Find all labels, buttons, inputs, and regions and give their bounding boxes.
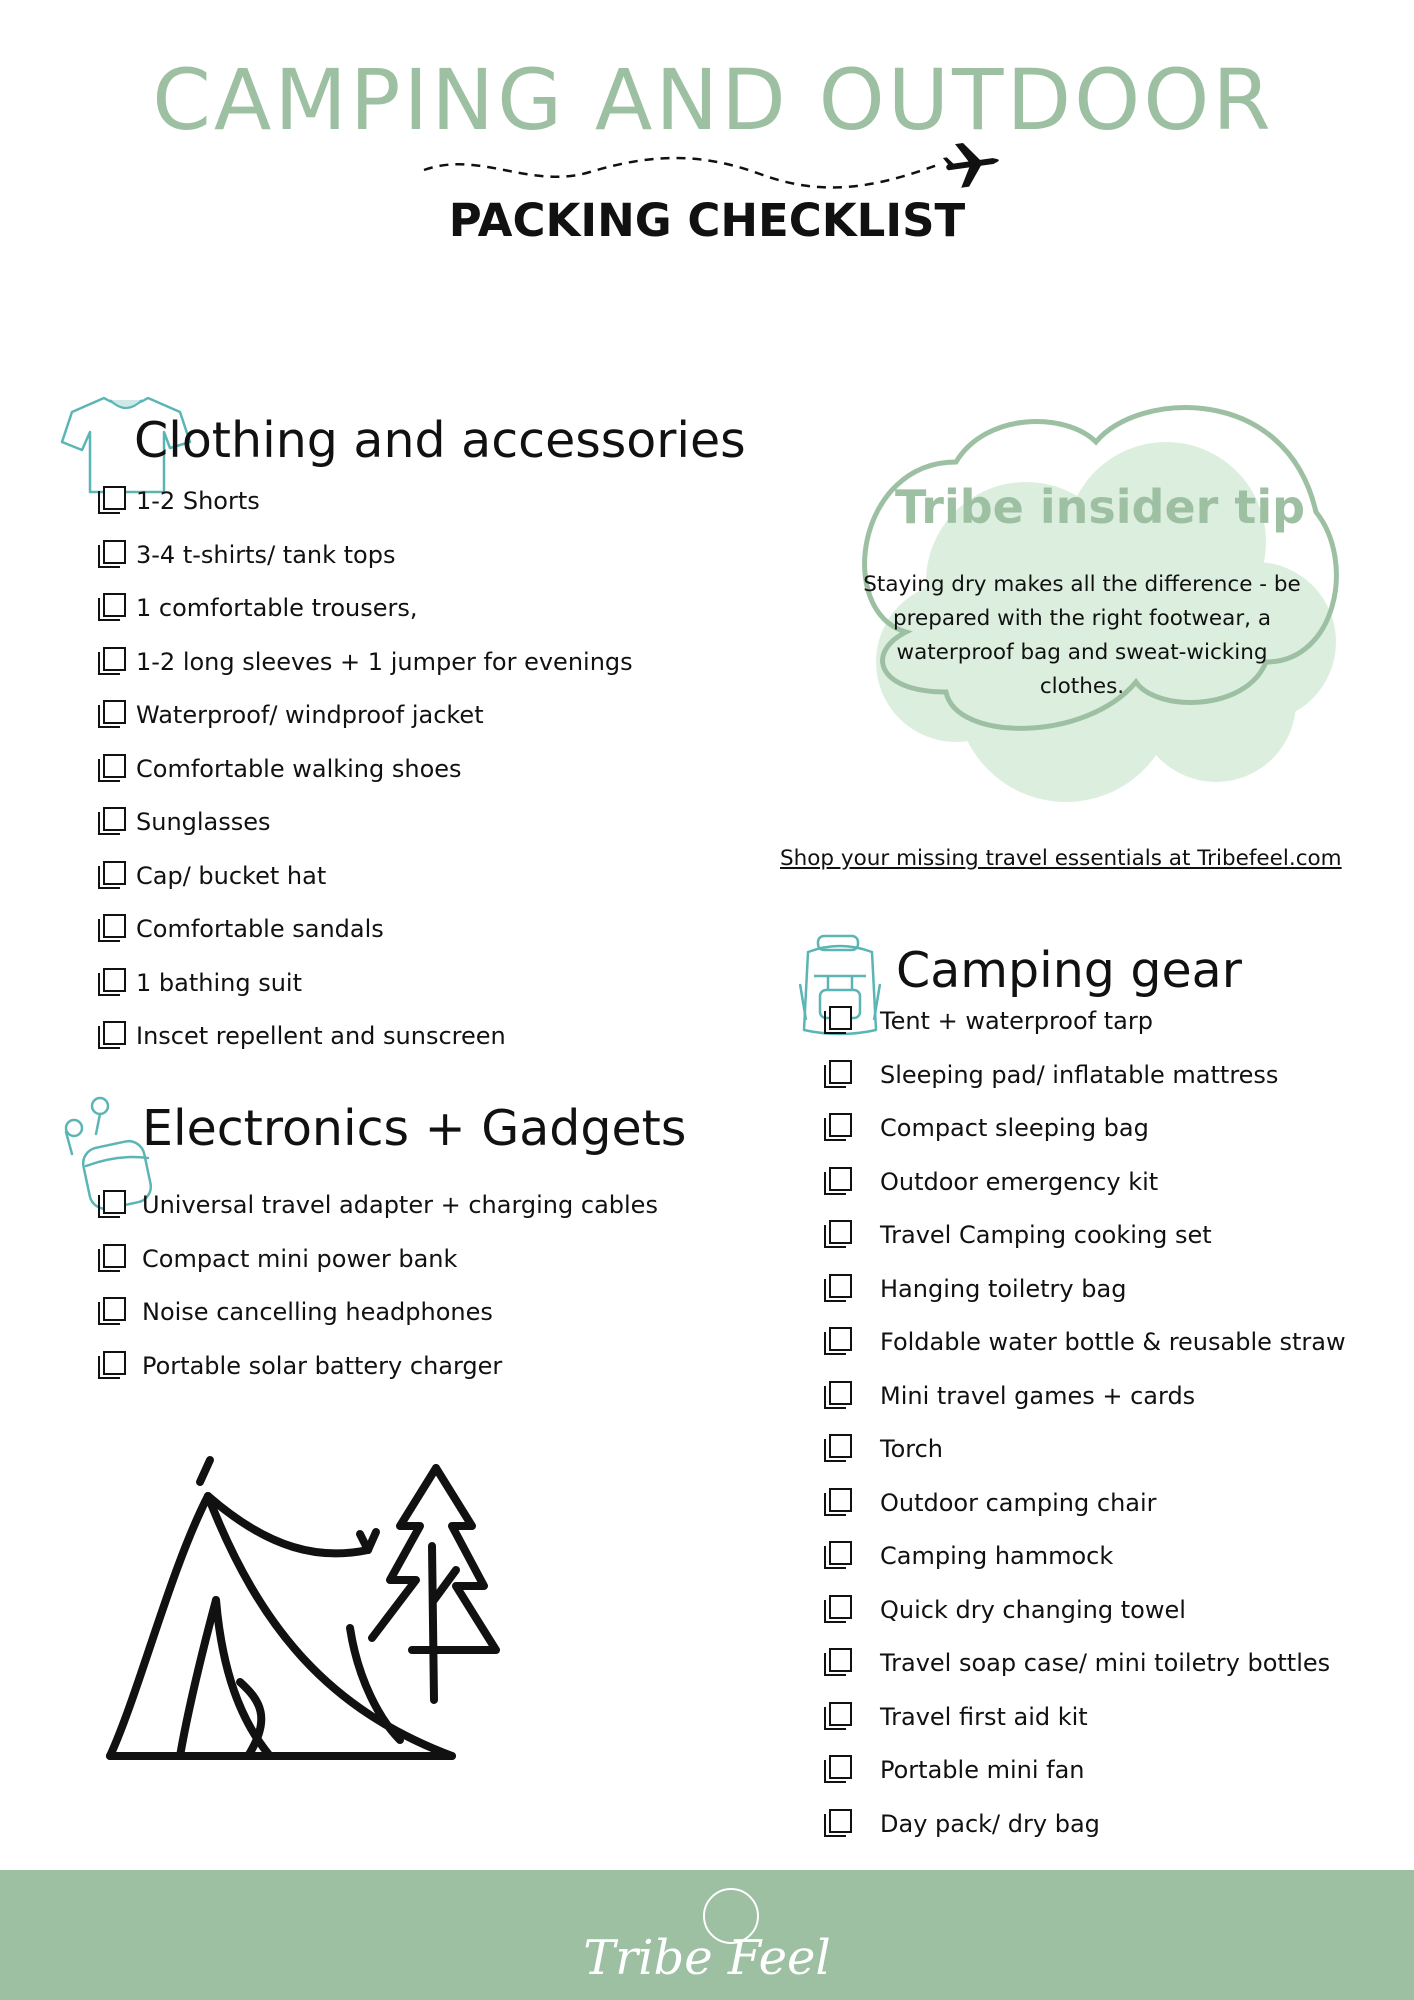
checkbox[interactable]	[824, 1755, 852, 1783]
checkbox[interactable]	[824, 1006, 852, 1034]
item-label: Comfortable sandals	[136, 915, 384, 943]
item-label: 1 comfortable trousers,	[136, 594, 418, 622]
item-label: Mini travel games + cards	[880, 1381, 1196, 1410]
item-label: 1-2 long sleeves + 1 jumper for evenings	[136, 647, 633, 676]
checkbox[interactable]	[98, 1351, 126, 1379]
electronics-heading: Electronics + Gadgets	[142, 1100, 687, 1157]
checkbox[interactable]	[98, 700, 126, 728]
checkbox[interactable]	[98, 540, 126, 568]
item-label: 3-4 t-shirts/ tank tops	[136, 540, 396, 569]
camping-gear-heading: Camping gear	[896, 942, 1242, 999]
item-label: 1 bathing suit	[136, 968, 302, 997]
shop-link[interactable]: Shop your missing travel essentials at Tribefeel.com	[780, 846, 1342, 871]
item-label: Waterproof/ windproof jacket	[136, 701, 484, 729]
checkbox[interactable]	[824, 1702, 852, 1730]
item-label: Camping hammock	[880, 1542, 1114, 1570]
checkbox[interactable]	[824, 1167, 852, 1195]
checkbox[interactable]	[824, 1488, 852, 1516]
checkbox[interactable]	[98, 647, 126, 675]
item-label: Inscet repellent and sunscreen	[136, 1022, 506, 1050]
tip-body: Staying dry makes all the difference - be prepared with the right footwear, a waterproof bag and sweat-wicking clothes.	[863, 572, 1301, 699]
item-label: Portable mini fan	[880, 1756, 1085, 1784]
footer	[0, 1870, 1414, 2000]
checkbox[interactable]	[824, 1648, 852, 1676]
item-label: Hanging toiletry bag	[880, 1274, 1127, 1303]
checkbox[interactable]	[98, 593, 126, 621]
checkbox[interactable]	[824, 1809, 852, 1837]
checkbox[interactable]	[824, 1274, 852, 1302]
checkbox[interactable]	[98, 968, 126, 996]
page-subtitle: PACKING CHECKLIST	[448, 194, 966, 247]
checkbox[interactable]	[824, 1595, 852, 1623]
item-label: Cap/ bucket hat	[136, 861, 327, 890]
checkbox[interactable]	[824, 1541, 852, 1569]
checkbox[interactable]	[98, 1244, 126, 1272]
tent-and-tree-icon	[100, 1450, 510, 1770]
item-label: Quick dry changing towel	[880, 1595, 1186, 1624]
checkbox[interactable]	[824, 1381, 852, 1409]
item-label: Outdoor camping chair	[880, 1488, 1157, 1517]
item-label: Torch	[880, 1435, 944, 1463]
checkbox[interactable]	[824, 1327, 852, 1355]
checkbox[interactable]	[824, 1060, 852, 1088]
item-label: Day pack/ dry bag	[880, 1809, 1100, 1838]
item-label: Compact mini power bank	[142, 1244, 458, 1273]
item-label: Portable solar battery charger	[142, 1351, 503, 1380]
footer-brand: Tribe Feel	[583, 1930, 831, 1986]
tip-title: Tribe insider tip	[894, 480, 1306, 534]
clothing-heading: Clothing and accessories	[134, 412, 746, 469]
checkbox[interactable]	[98, 914, 126, 942]
checkbox[interactable]	[98, 1297, 126, 1325]
item-label: Universal travel adapter + charging cables	[142, 1191, 658, 1219]
item-label: Tent + waterproof tarp	[880, 1007, 1153, 1035]
item-label: Travel first aid kit	[880, 1702, 1088, 1731]
item-label: Comfortable walking shoes	[136, 754, 462, 783]
item-label: 1-2 Shorts	[136, 487, 260, 515]
checkbox[interactable]	[98, 486, 126, 514]
checkbox[interactable]	[824, 1113, 852, 1141]
item-label: Travel soap case/ mini toiletry bottles	[880, 1649, 1331, 1677]
checkbox[interactable]	[824, 1434, 852, 1462]
item-label: Sleeping pad/ inflatable mattress	[880, 1060, 1279, 1089]
item-label: Foldable water bottle & reusable straw	[880, 1328, 1346, 1356]
checkbox[interactable]	[98, 807, 126, 835]
item-label: Travel Camping cooking set	[880, 1221, 1212, 1249]
checkbox[interactable]	[98, 1190, 126, 1218]
checkbox[interactable]	[824, 1220, 852, 1248]
page-title: CAMPING AND OUTDOOR	[152, 51, 1274, 149]
item-label: Sunglasses	[136, 808, 271, 836]
checkbox[interactable]	[98, 1021, 126, 1049]
checkbox[interactable]	[98, 861, 126, 889]
item-label: Outdoor emergency kit	[880, 1167, 1159, 1196]
airplane-icon	[420, 140, 1000, 200]
item-label: Compact sleeping bag	[880, 1114, 1149, 1142]
item-label: Noise cancelling headphones	[142, 1298, 493, 1326]
checkbox[interactable]	[98, 754, 126, 782]
